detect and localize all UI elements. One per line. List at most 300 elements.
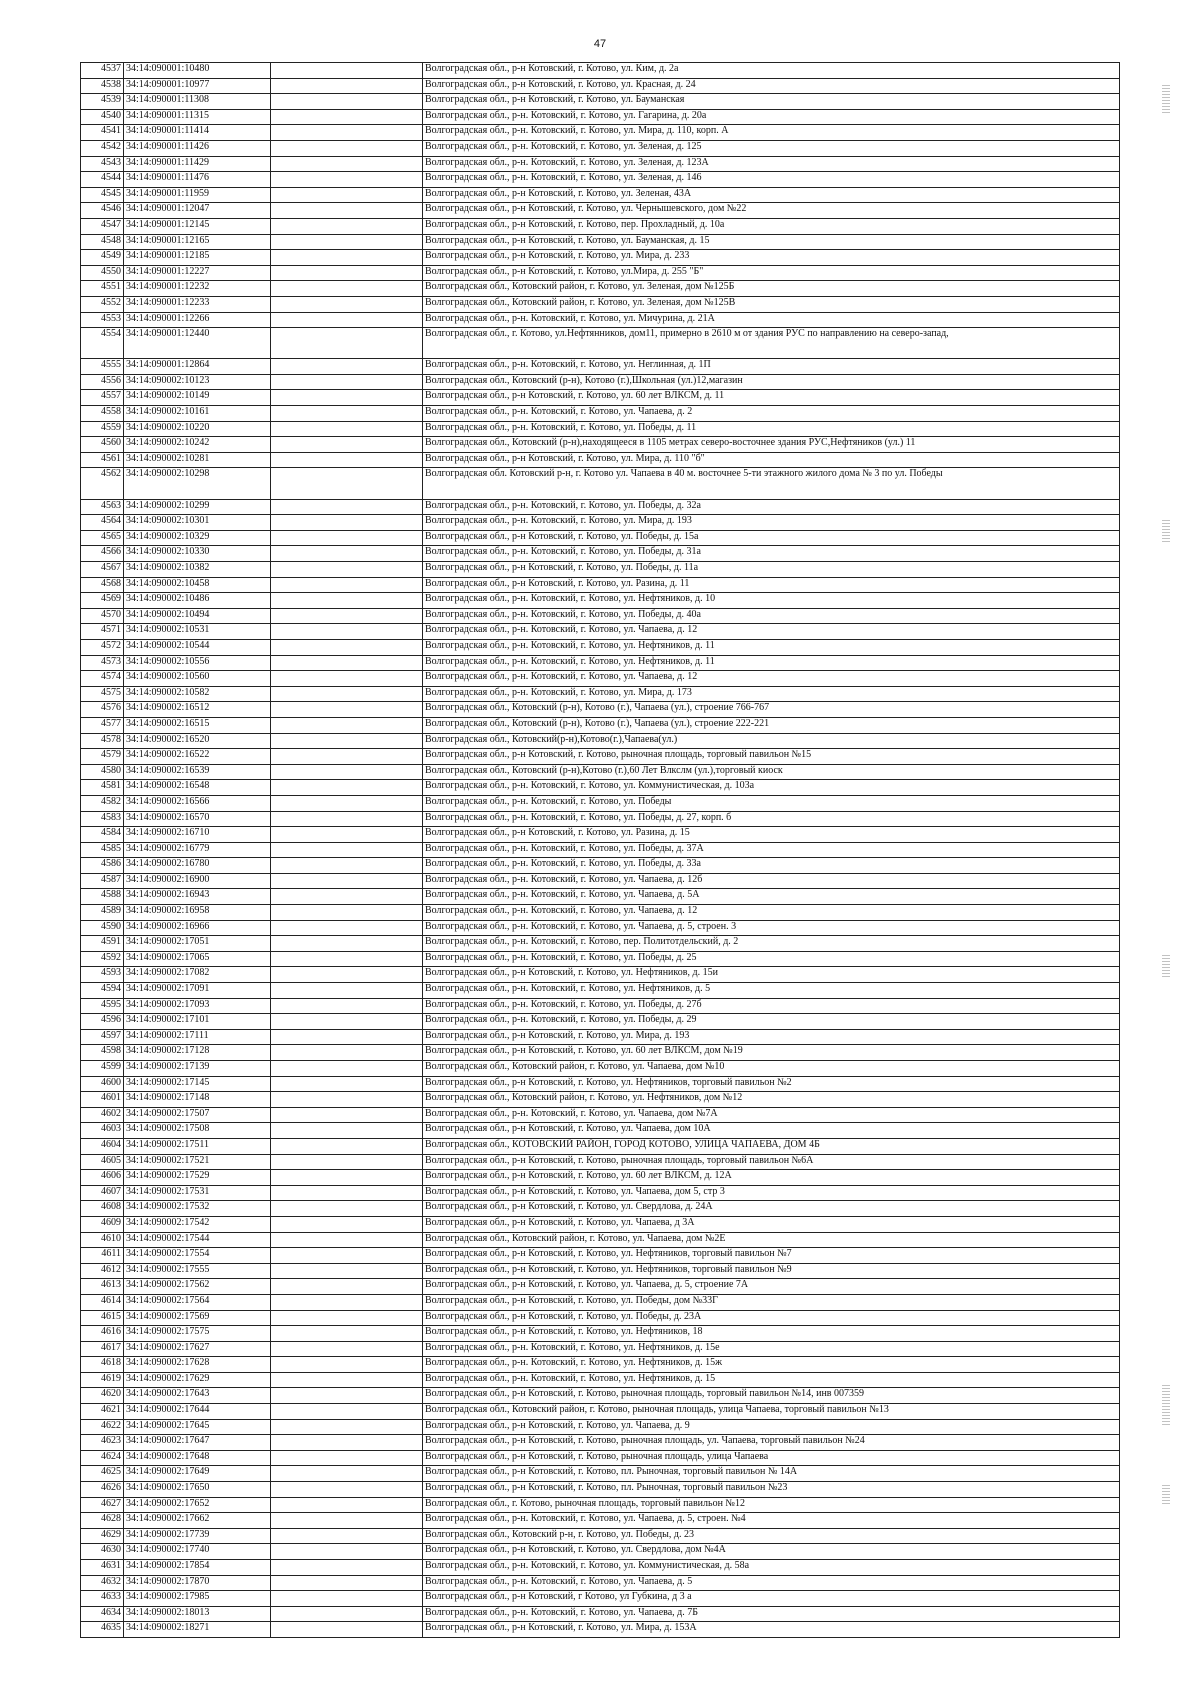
row-number: 4620 [81,1388,124,1404]
table-row [81,1575,1120,1591]
address-cell: Волгоградская обл., р-н. Котовский, г. Котово, ул. Победы, д. 27б [423,998,1120,1014]
empty-cell [271,1341,423,1357]
address-cell: Волгоградская обл., р-н Котовский, г. Котово, ул. Нефтяников, торговый павильон №9 [423,1263,1120,1279]
table-row [81,156,1120,172]
cadastral-number: 34:14:090002:17562 [124,1279,271,1295]
address-cell: Волгоградская обл., р-н Котовский, г. Котово, ул. Разина, д. 11 [423,577,1120,593]
table-row [81,858,1120,874]
cadastral-number: 34:14:090002:17542 [124,1216,271,1232]
table-row [81,265,1120,281]
empty-cell [271,281,423,297]
table-row [81,1497,1120,1513]
address-cell: Волгоградская обл., р-н. Котовский, г. Котово, ул. Гагарина, д. 20а [423,109,1120,125]
table-row [81,733,1120,749]
table-row [81,1279,1120,1295]
address-cell: Волгоградская обл., р-н Котовский, г. Котово, ул. Свердлова, д. 24А [423,1201,1120,1217]
empty-cell [271,452,423,468]
row-number: 4589 [81,905,124,921]
cadastral-number: 34:14:090001:10977 [124,78,271,94]
cadastral-number: 34:14:090002:16539 [124,764,271,780]
table-row [81,437,1120,453]
row-number: 4602 [81,1107,124,1123]
row-number: 4573 [81,655,124,671]
empty-cell [271,671,423,687]
row-number: 4598 [81,1045,124,1061]
address-cell: Волгоградская обл., р-н. Котовский, г. Котово, ул. Мичурина, д. 21А [423,312,1120,328]
row-number: 4565 [81,530,124,546]
empty-cell [271,1248,423,1264]
table-row [81,530,1120,546]
row-number: 4624 [81,1450,124,1466]
cadastral-number: 34:14:090002:16522 [124,749,271,765]
cadastral-number: 34:14:090002:10458 [124,577,271,593]
address-cell: Волгоградская обл., р-н Котовский, г. Котово, рыночная площадь, торговый павильон №15 [423,749,1120,765]
cadastral-number: 34:14:090002:17870 [124,1575,271,1591]
address-cell: Волгоградская обл., р-н. Котовский, г. Котово, ул. Победы, д. 25 [423,951,1120,967]
table-row [81,1248,1120,1264]
address-cell: Волгоградская обл., р-н Котовский, г. Котово, ул. Бауманская [423,94,1120,110]
address-cell: Волгоградская обл., р-н Котовский, г. Котово, ул. Победы, д. 15а [423,530,1120,546]
cadastral-number: 34:14:090002:17564 [124,1294,271,1310]
empty-cell [271,920,423,936]
row-number: 4594 [81,983,124,999]
cadastral-number: 34:14:090002:17091 [124,983,271,999]
address-cell: Волгоградская обл., р-н. Котовский, г. Котово, ул. Победы, д. 33а [423,858,1120,874]
empty-cell [271,1404,423,1420]
address-cell: Волгоградская обл., р-н. Котовский, г. Котово, ул. Нефтяников, д. 5 [423,983,1120,999]
table-row [81,140,1120,156]
row-number: 4583 [81,811,124,827]
row-number: 4554 [81,328,124,359]
address-cell: Волгоградская обл., Котовский район, г. Котово, ул. Нефтяников, дом №12 [423,1092,1120,1108]
row-number: 4613 [81,1279,124,1295]
empty-cell [271,951,423,967]
table-row [81,1123,1120,1139]
empty-cell [271,359,423,375]
scan-artifact [1162,1485,1170,1505]
address-cell: Волгоградская обл., р-н Котовский, г. Котово, ул. 60 лет ВЛКСМ, д. 11 [423,390,1120,406]
table-row [81,125,1120,141]
row-number: 4611 [81,1248,124,1264]
cadastral-number: 34:14:090002:16779 [124,842,271,858]
row-number: 4582 [81,795,124,811]
table-row [81,203,1120,219]
table-row [81,1450,1120,1466]
cadastral-number: 34:14:090002:17508 [124,1123,271,1139]
address-cell: Волгоградская обл., р-н Котовский, г. Котово, пл. Рыночная, торговый павильон № 14А [423,1466,1120,1482]
address-cell: Волгоградская обл., р-н Котовский, г. Котово, рыночная площадь, торговый павильон №14, инв 007359 [423,1388,1120,1404]
cadastral-number: 34:14:090001:11426 [124,140,271,156]
cadastral-number: 34:14:090002:10281 [124,452,271,468]
cadastral-number: 34:14:090002:17544 [124,1232,271,1248]
empty-cell [271,562,423,578]
address-cell: Волгоградская обл., р-н Котовский, г. Котово, ул. Нефтяников, торговый павильон №7 [423,1248,1120,1264]
address-cell: Волгоградская обл., р-н. Котовский, г. Котово, ул. Победы, д. 29 [423,1014,1120,1030]
address-cell: Волгоградская обл., КОТОВСКИЙ РАЙОН, ГОРОД КОТОВО, УЛИЦА ЧАПАЕВА, ДОМ 4Б [423,1138,1120,1154]
row-number: 4542 [81,140,124,156]
row-number: 4592 [81,951,124,967]
table-row [81,452,1120,468]
cadastral-number: 34:14:090002:17652 [124,1497,271,1513]
empty-cell [271,873,423,889]
table-row [81,1591,1120,1607]
row-number: 4543 [81,156,124,172]
row-number: 4547 [81,218,124,234]
row-number: 4540 [81,109,124,125]
cadastral-number: 34:14:090002:17554 [124,1248,271,1264]
cadastral-number: 34:14:090002:17093 [124,998,271,1014]
empty-cell [271,1107,423,1123]
address-cell: Волгоградская обл., р-н Котовский, г. Котово, ул. Нефтяников, д. 15и [423,967,1120,983]
row-number: 4552 [81,296,124,312]
cadastral-number: 34:14:090001:11414 [124,125,271,141]
empty-cell [271,608,423,624]
cadastral-number: 34:14:090002:10531 [124,624,271,640]
address-cell: Волгоградская обл., р-н. Котовский, г. Котово, ул. Чапаева, д. 2 [423,406,1120,422]
table-row [81,234,1120,250]
address-cell: Волгоградская обл., р-н Котовский, г. Котово, ул. 60 лет ВЛКСМ, д. 12А [423,1170,1120,1186]
cadastral-number: 34:14:090002:16520 [124,733,271,749]
table-row [81,1232,1120,1248]
table-row [81,172,1120,188]
table-row [81,218,1120,234]
empty-cell [271,1076,423,1092]
table-row [81,1326,1120,1342]
cadastral-number: 34:14:090001:12047 [124,203,271,219]
table-row [81,1061,1120,1077]
address-cell: Волгоградская обл., р-н. Котовский, г. Котово, ул. Победы, д. 11 [423,421,1120,437]
address-cell: Волгоградская обл., Котовский (р-н),находящееся в 1105 метрах северо-восточнее здания РУС,Нефтяников (ул.) 11 [423,437,1120,453]
table-row [81,671,1120,687]
table-row [81,905,1120,921]
row-number: 4604 [81,1138,124,1154]
empty-cell [271,1575,423,1591]
cadastral-number: 34:14:090002:10242 [124,437,271,453]
address-cell: Волгоградская обл., р-н. Котовский, г. Котово, ул. Чапаева, д. 5А [423,889,1120,905]
empty-cell [271,312,423,328]
address-cell: Волгоградская обл., р-н. Котовский, г. Котово, ул. Мира, д. 193 [423,515,1120,531]
table-row [81,764,1120,780]
table-row [81,624,1120,640]
row-number: 4560 [81,437,124,453]
scan-artifact [1162,520,1170,542]
scan-artifact [1162,85,1170,115]
empty-cell [271,250,423,266]
row-number: 4600 [81,1076,124,1092]
empty-cell [271,1450,423,1466]
empty-cell [271,858,423,874]
cadastral-number: 34:14:090001:12165 [124,234,271,250]
address-cell: Волгоградская обл., р-н. Котовский, г. Котово, пер. Политотдельский, д. 2 [423,936,1120,952]
row-number: 4569 [81,593,124,609]
address-cell: Волгоградская обл., р-н. Котовский, г. Котово, ул. Мира, д. 110, корп. А [423,125,1120,141]
address-cell: Волгоградская обл., г. Котово, ул.Нефтянников, дом11, примерно в 2610 м от здания РУС по направлению на северо-запад, [423,328,1120,359]
empty-cell [271,842,423,858]
address-cell: Волгоградская обл., Котовский район, г. Котово, ул. Зеленая, дом №125В [423,296,1120,312]
table-row [81,1388,1120,1404]
empty-cell [271,1216,423,1232]
row-number: 4580 [81,764,124,780]
empty-cell [271,936,423,952]
table-row [81,889,1120,905]
empty-cell [271,63,423,79]
empty-cell [271,1622,423,1638]
row-number: 4599 [81,1061,124,1077]
cadastral-number: 34:14:090002:16900 [124,873,271,889]
empty-cell [271,686,423,702]
row-number: 4555 [81,359,124,375]
row-number: 4559 [81,421,124,437]
table-row [81,749,1120,765]
empty-cell [271,406,423,422]
table-row [81,515,1120,531]
table-row [81,296,1120,312]
address-cell: Волгоградская обл., Котовский район, г. Котово, ул. Чапаева, дом №2Е [423,1232,1120,1248]
cadastral-number: 34:14:090002:10161 [124,406,271,422]
address-cell: Волгоградская обл., р-н Котовский, г. Котово, ул. Зеленая, 43А [423,187,1120,203]
empty-cell [271,1326,423,1342]
address-cell: Волгоградская обл., р-н Котовский, г. Котово, ул. Мира, д. 110 "б" [423,452,1120,468]
empty-cell [271,639,423,655]
scan-artifact [1162,955,1170,977]
table-row [81,1076,1120,1092]
row-number: 4626 [81,1482,124,1498]
row-number: 4630 [81,1544,124,1560]
empty-cell [271,1357,423,1373]
empty-cell [271,78,423,94]
address-cell: Волгоградская обл., р-н Котовский, г. Котово, рыночная площадь, ул. Чапаева, торговый павильон №24 [423,1435,1120,1451]
empty-cell [271,1279,423,1295]
table-row [81,1372,1120,1388]
table-row [81,468,1120,499]
cadastral-number: 34:14:090001:11476 [124,172,271,188]
empty-cell [271,780,423,796]
cadastral-number: 34:14:090002:17985 [124,1591,271,1607]
empty-cell [271,1294,423,1310]
cadastral-number: 34:14:090002:17531 [124,1185,271,1201]
address-cell: Волгоградская обл., р-н. Котовский, г. Котово, ул. Победы, д. 37А [423,842,1120,858]
row-number: 4541 [81,125,124,141]
row-number: 4601 [81,1092,124,1108]
cadastral-number: 34:14:090002:10582 [124,686,271,702]
table-row [81,920,1120,936]
row-number: 4612 [81,1263,124,1279]
cadastral-number: 34:14:090002:17532 [124,1201,271,1217]
cadastral-number: 34:14:090001:12440 [124,328,271,359]
table-row [81,686,1120,702]
table-row [81,702,1120,718]
cadastral-number: 34:14:090002:10299 [124,499,271,515]
table-row [81,1560,1120,1576]
row-number: 4603 [81,1123,124,1139]
address-cell: Волгоградская обл., р-н Котовский, г. Котово, ул. Мира, д. 193 [423,1029,1120,1045]
address-cell: Волгоградская обл., р-н Котовский, г. Котово, ул. Чапаева, дом 10А [423,1123,1120,1139]
table-row [81,1622,1120,1638]
row-number: 4581 [81,780,124,796]
row-number: 4615 [81,1310,124,1326]
address-cell: Волгоградская обл., Котовский(р-н),Котово(г.),Чапаева(ул.) [423,733,1120,749]
cadastral-number: 34:14:090002:10149 [124,390,271,406]
table-row [81,546,1120,562]
table-row [81,608,1120,624]
row-number: 4584 [81,827,124,843]
cadastral-number: 34:14:090001:12232 [124,281,271,297]
cadastral-number: 34:14:090002:17555 [124,1263,271,1279]
cadastral-number: 34:14:090001:12266 [124,312,271,328]
row-number: 4634 [81,1606,124,1622]
table-row [81,1419,1120,1435]
row-number: 4545 [81,187,124,203]
table-row [81,250,1120,266]
row-number: 4556 [81,374,124,390]
row-number: 4564 [81,515,124,531]
cadastral-number: 34:14:090002:17148 [124,1092,271,1108]
row-number: 4566 [81,546,124,562]
empty-cell [271,764,423,780]
cadastral-number: 34:14:090002:17854 [124,1560,271,1576]
empty-cell [271,1061,423,1077]
table-row [81,1466,1120,1482]
address-cell: Волгоградская обл., Котовский район, г. Котово, ул. Зеленая, дом №125Б [423,281,1120,297]
cadastral-number: 34:14:090002:17628 [124,1357,271,1373]
table-row [81,1544,1120,1560]
row-number: 4590 [81,920,124,936]
row-number: 4585 [81,842,124,858]
empty-cell [271,109,423,125]
row-number: 4628 [81,1513,124,1529]
address-cell: Волгоградская обл., р-н Котовский, г Котово, ул Губкина, д 3 а [423,1591,1120,1607]
address-cell: Волгоградская обл., р-н. Котовский, г. Котово, ул. Победы [423,795,1120,811]
empty-cell [271,967,423,983]
address-cell: Волгоградская обл., р-н. Котовский, г. Котово, ул. Нефтяников, д. 10 [423,593,1120,609]
cadastral-number: 34:14:090002:16548 [124,780,271,796]
row-number: 4548 [81,234,124,250]
row-number: 4608 [81,1201,124,1217]
table-row [81,983,1120,999]
row-number: 4596 [81,1014,124,1030]
empty-cell [271,702,423,718]
row-number: 4570 [81,608,124,624]
empty-cell [271,218,423,234]
cadastral-number: 34:14:090002:17111 [124,1029,271,1045]
empty-cell [271,1528,423,1544]
table-row [81,1341,1120,1357]
address-cell: Волгоградская обл., р-н. Котовский, г. Котово, ул. Нефтяников, д. 11 [423,639,1120,655]
table-row [81,1606,1120,1622]
cadastral-number: 34:14:090002:10494 [124,608,271,624]
row-number: 4633 [81,1591,124,1607]
table-row [81,873,1120,889]
address-cell: Волгоградская обл., р-н. Котовский, г. Котово, ул. Чапаева, д. 12б [423,873,1120,889]
cadastral-number: 34:14:090002:16958 [124,905,271,921]
table-row [81,655,1120,671]
empty-cell [271,421,423,437]
empty-cell [271,1170,423,1186]
address-cell: Волгоградская обл. Котовский р-н, г. Котово ул. Чапаева в 40 м. восточнее 5-ти этажного жилого дома № 3 по ул. Победы [423,468,1120,499]
empty-cell [271,1419,423,1435]
cadastral-number: 34:14:090002:17521 [124,1154,271,1170]
table-row [81,1528,1120,1544]
table-row [81,63,1120,79]
cadastral-number: 34:14:090002:17139 [124,1061,271,1077]
cadastral-number: 34:14:090002:16570 [124,811,271,827]
address-cell: Волгоградская обл., р-н Котовский, г. Котово, ул. Мира, д. 153А [423,1622,1120,1638]
row-number: 4538 [81,78,124,94]
table-row [81,639,1120,655]
cadastral-number: 34:14:090002:17128 [124,1045,271,1061]
empty-cell [271,1497,423,1513]
cadastral-number: 34:14:090001:11315 [124,109,271,125]
row-number: 4593 [81,967,124,983]
empty-cell [271,1591,423,1607]
row-number: 4551 [81,281,124,297]
address-cell: Волгоградская обл., р-н. Котовский, г. Котово, ул. Коммунистическая, д. 103а [423,780,1120,796]
table-row [81,842,1120,858]
empty-cell [271,749,423,765]
address-cell: Волгоградская обл., р-н Котовский, г. Котово, ул. Победы, д. 23А [423,1310,1120,1326]
empty-cell [271,655,423,671]
table-row [81,1029,1120,1045]
table-row [81,780,1120,796]
empty-cell [271,1388,423,1404]
row-number: 4621 [81,1404,124,1420]
cadastral-number: 34:14:090002:17065 [124,951,271,967]
row-number: 4579 [81,749,124,765]
table-row [81,577,1120,593]
address-cell: Волгоградская обл., р-н. Котовский, г. Котово, ул. Чапаева, д. 5, строен. №4 [423,1513,1120,1529]
address-cell: Волгоградская обл., р-н Котовский, г. Котово, ул. Бауманская, д. 15 [423,234,1120,250]
cadastral-number: 34:14:090002:10123 [124,374,271,390]
cadastral-number: 34:14:090002:17511 [124,1138,271,1154]
empty-cell [271,905,423,921]
row-number: 4576 [81,702,124,718]
table-row [81,109,1120,125]
table-row [81,1263,1120,1279]
table-row [81,1045,1120,1061]
empty-cell [271,1372,423,1388]
table-row [81,1185,1120,1201]
row-number: 4625 [81,1466,124,1482]
empty-cell [271,1263,423,1279]
address-cell: Волгоградская обл., р-н. Котовский, г. Котово, ул. Нефтяников, д. 15ж [423,1357,1120,1373]
address-cell: Волгоградская обл., р-н Котовский, г. Котово, ул. Нефтяников, торговый павильон №2 [423,1076,1120,1092]
table-row [81,1435,1120,1451]
cadastral-number: 34:14:090001:10480 [124,63,271,79]
address-cell: Волгоградская обл., р-н. Котовский, г. Котово, ул. Коммунистическая, д. 58а [423,1560,1120,1576]
table-row [81,1138,1120,1154]
row-number: 4575 [81,686,124,702]
empty-cell [271,546,423,562]
table-row [81,374,1120,390]
row-number: 4572 [81,639,124,655]
cadastral-number: 34:14:090002:10298 [124,468,271,499]
empty-cell [271,1482,423,1498]
empty-cell [271,390,423,406]
address-cell: Волгоградская обл., р-н. Котовский, г. Котово, ул. Нефтяников, д. 11 [423,655,1120,671]
empty-cell [271,468,423,499]
cadastral-number: 34:14:090002:16966 [124,920,271,936]
row-number: 4606 [81,1170,124,1186]
address-cell: Волгоградская обл., р-н Котовский, г. Котово, ул. Разина, д. 15 [423,827,1120,843]
address-cell: Волгоградская обл., р-н Котовский, г. Котово, ул. Чапаева, д. 9 [423,1419,1120,1435]
cadastral-number: 34:14:090002:10556 [124,655,271,671]
table-row [81,1294,1120,1310]
table-row [81,936,1120,952]
address-cell: Волгоградская обл., р-н. Котовский, г. Котово, ул. Чапаева, д. 12 [423,624,1120,640]
table-row [81,1357,1120,1373]
cadastral-number: 34:14:090002:18271 [124,1622,271,1638]
row-number: 4568 [81,577,124,593]
